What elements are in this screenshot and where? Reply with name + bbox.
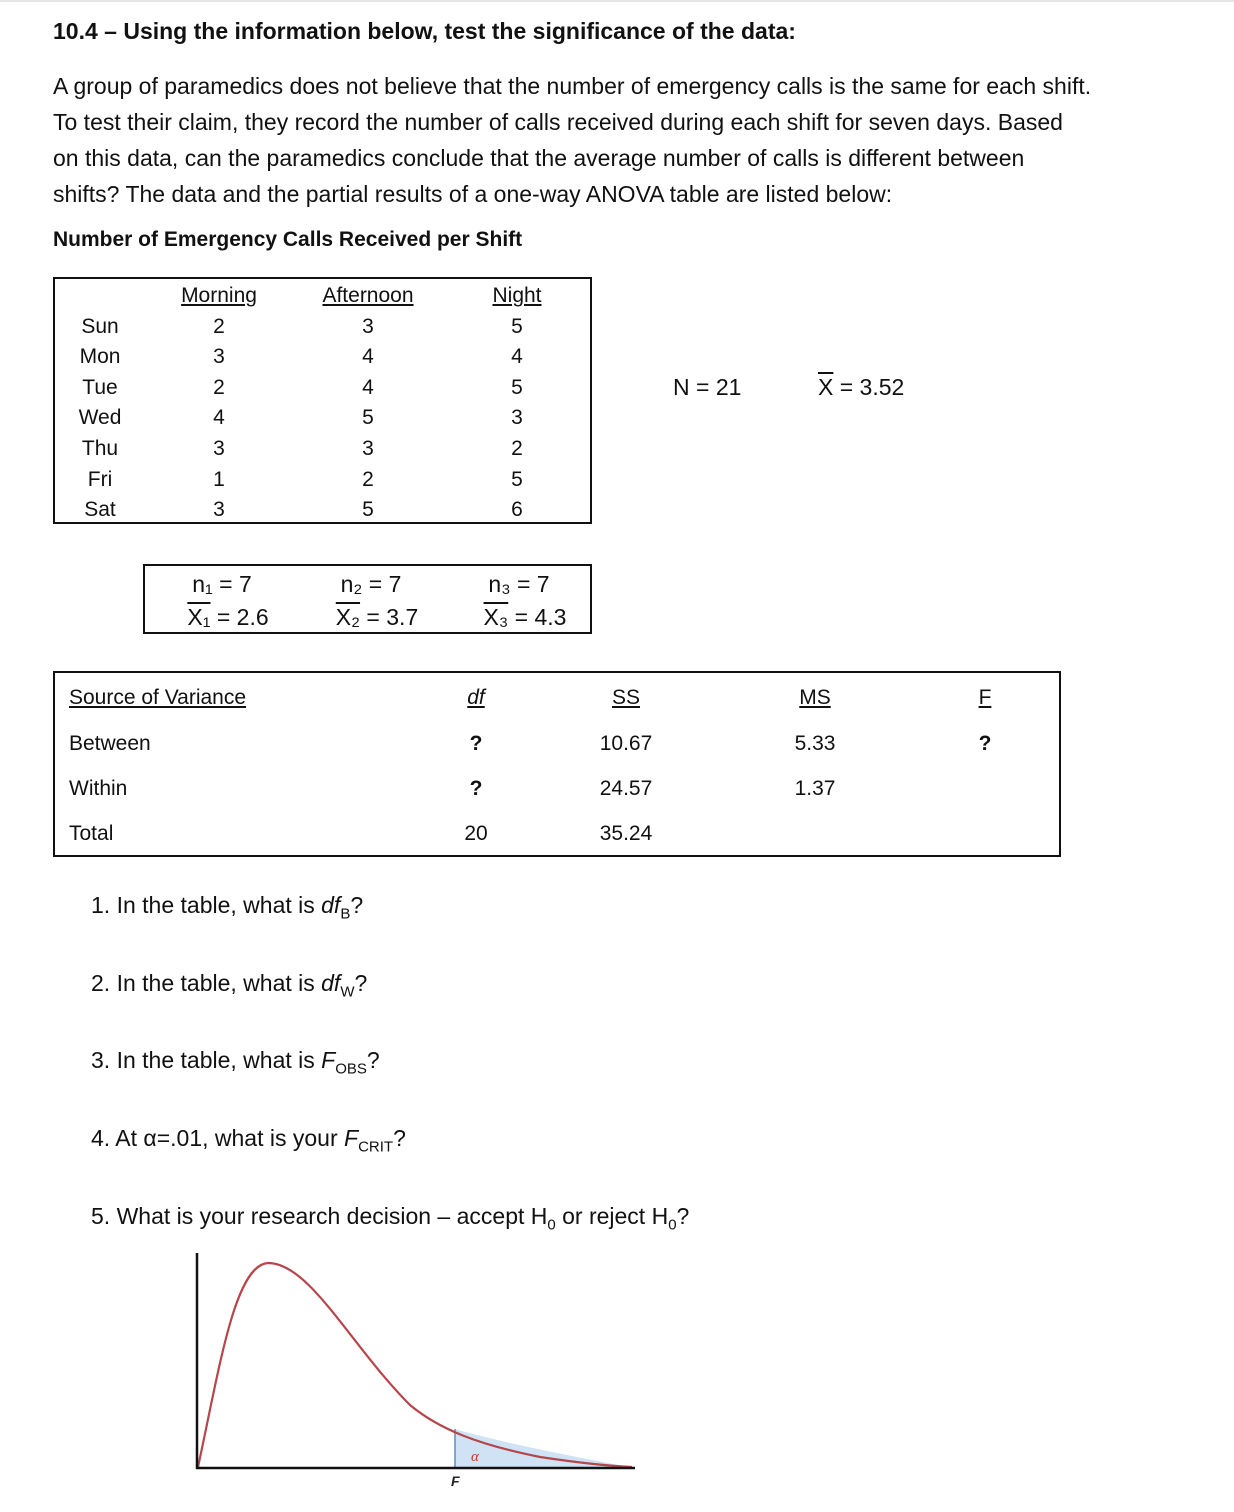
q3-end: ?	[366, 1047, 380, 1073]
q1-symbol: df	[321, 892, 341, 918]
day-label: Tue	[82, 376, 118, 399]
anova-source: Total	[69, 822, 114, 845]
f-distribution-diagram	[180, 1245, 650, 1505]
table-cell: 4	[362, 345, 374, 368]
header-afternoon: Afternoon	[322, 284, 414, 307]
anova-ss: 10.67	[599, 732, 653, 755]
day-label: Wed	[78, 406, 122, 429]
table-cell: 5	[362, 498, 374, 521]
anova-table	[53, 671, 1061, 857]
anova-source: Within	[69, 777, 128, 800]
q2-subscript: W	[340, 983, 355, 1001]
header-morning: Morning	[181, 284, 257, 307]
grand-mean-symbol: $\overline{X}$	[818, 374, 834, 400]
grand-mean-value: = 3.52	[833, 374, 905, 400]
table-cell: 5	[511, 376, 523, 399]
table-cell: 5	[511, 315, 523, 338]
question-5	[91, 1203, 689, 1234]
day-label: Thu	[81, 437, 119, 460]
table-cell: 4	[511, 345, 523, 368]
header-night: Night	[492, 284, 542, 307]
anova-df: ?	[469, 777, 483, 800]
group-mean-symbol: X₁	[187, 604, 211, 630]
anova-df: 20	[464, 822, 488, 845]
table-cell: 3	[362, 437, 374, 460]
group-mean-symbol: X₂	[335, 604, 361, 630]
q3-text: 3. In the table, what is	[91, 1047, 322, 1073]
q2-text: 2. In the table, what is	[91, 970, 322, 996]
q3-symbol: F	[321, 1047, 336, 1073]
table-cell: 2	[362, 468, 374, 491]
question-4	[91, 1125, 406, 1156]
group-mean-2	[336, 604, 418, 631]
header-ss: SS	[611, 686, 641, 709]
group-mean-3	[484, 604, 567, 631]
anova-ss: 35.24	[599, 822, 653, 845]
grand-mean	[818, 374, 904, 401]
table-subtitle: Number of Emergency Calls Received per Shift	[53, 228, 523, 251]
table-cell: 5	[362, 406, 374, 429]
q4-subscript: CRIT	[358, 1138, 394, 1156]
day-label: Sat	[84, 498, 116, 521]
anova-ms: 5.33	[794, 732, 836, 755]
table-cell: 3	[213, 345, 225, 368]
q1-subscript: B	[340, 905, 351, 923]
question-3	[91, 1047, 380, 1078]
q4-end: ?	[393, 1125, 406, 1151]
anova-ss: 24.57	[599, 777, 653, 800]
table-cell: 2	[213, 315, 225, 338]
description-line-3: on this data, can the paramedics conclude that the average number of calls is different between	[53, 145, 1025, 171]
anova-f: ?	[978, 732, 992, 755]
problem-title: 10.4 – Using the information below, test the significance of the data:	[53, 18, 796, 44]
group-stats-box	[143, 564, 592, 634]
description-line-4: shifts? The data and the partial results of a one-way ANOVA table are listed below:	[53, 181, 893, 207]
day-label: Fri	[87, 468, 113, 491]
table-cell: 3	[213, 437, 225, 460]
group-n-3: n₃ = 7	[488, 571, 550, 597]
table-cell: 3	[511, 406, 523, 429]
q5-subscript-2: 0	[668, 1216, 677, 1234]
group-mean-value: = 2.6	[210, 604, 269, 630]
table-cell: 3	[362, 315, 374, 338]
q2-symbol: df	[321, 970, 341, 996]
q3-subscript: OBS	[335, 1060, 367, 1078]
problem-description	[53, 68, 1213, 212]
anova-ms: 1.37	[794, 777, 836, 800]
q5-text: 5. What is your research decision – accept H	[91, 1203, 548, 1229]
table-cell: 1	[213, 468, 225, 491]
q1-text: 1. In the table, what is	[91, 892, 322, 918]
day-label: Mon	[79, 345, 121, 368]
question-1	[91, 892, 363, 923]
table-cell: 2	[511, 437, 523, 460]
header-df: df	[467, 686, 485, 709]
question-2	[91, 970, 367, 1001]
q2-end: ?	[354, 970, 368, 996]
total-n: N = 21	[673, 374, 742, 400]
description-line-2: To test their claim, they record the number of calls received during each shift for seven days. Based	[53, 109, 1063, 135]
table-cell: 2	[213, 376, 225, 399]
day-label: Sun	[81, 315, 119, 338]
header-source: Source of Variance	[69, 686, 247, 709]
group-mean-1	[187, 604, 268, 631]
anova-source: Between	[69, 732, 151, 755]
calls-data-table	[53, 277, 592, 524]
f-curve	[198, 1263, 632, 1467]
group-mean-value: = 3.7	[360, 604, 419, 630]
table-cell: 3	[213, 498, 225, 521]
f-label: F	[451, 1473, 460, 1489]
alpha-label: α	[471, 1449, 479, 1465]
table-cell: 5	[511, 468, 523, 491]
group-mean-symbol: X₃	[483, 604, 509, 630]
table-cell: 4	[362, 376, 374, 399]
q5-end: ?	[676, 1203, 690, 1229]
group-mean-value: = 4.3	[508, 604, 567, 630]
group-n-2: n₂ = 7	[340, 571, 402, 597]
q4-text: 4. At α=.01, what is your	[91, 1125, 345, 1151]
table-cell: 6	[511, 498, 523, 521]
header-f: F	[978, 686, 992, 709]
q4-symbol: F	[344, 1125, 359, 1151]
q5-middle: or reject H	[555, 1203, 669, 1229]
header-ms: MS	[799, 686, 831, 709]
group-n-1: n₁ = 7	[192, 571, 252, 597]
top-border	[0, 0, 1234, 2]
anova-df: ?	[469, 732, 483, 755]
description-line-1: A group of paramedics does not believe that the number of emergency calls is the same for each shift.	[53, 73, 1092, 99]
q5-subscript-1: 0	[547, 1216, 556, 1234]
rejection-region	[455, 1429, 630, 1467]
table-cell: 4	[213, 406, 225, 429]
q1-end: ?	[350, 892, 364, 918]
